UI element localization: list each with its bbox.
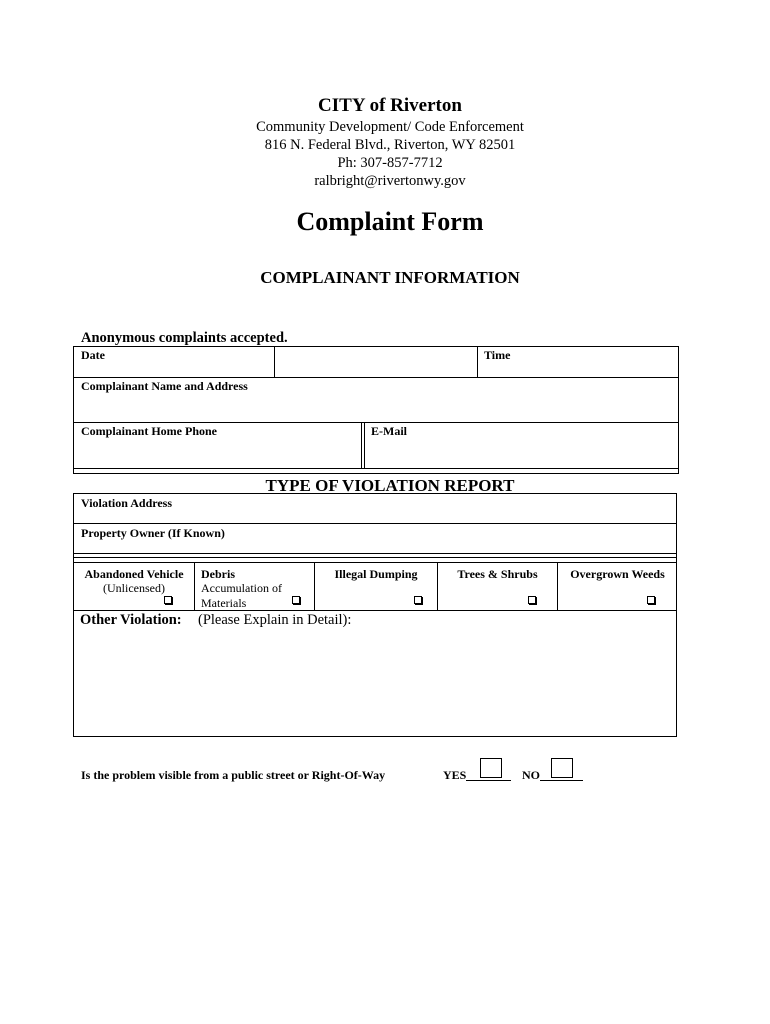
debris-sub1: Accumulation of — [201, 581, 282, 595]
email-field[interactable] — [366, 440, 677, 467]
complainant-section-title: COMPLAINANT INFORMATION — [260, 268, 520, 287]
violation-section-title: TYPE OF VIOLATION REPORT — [265, 476, 515, 495]
phone-line: Ph: 307-857-7712 — [337, 155, 443, 171]
home-phone-field[interactable] — [75, 440, 360, 467]
abandoned-vehicle-label: Abandoned Vehicle — [84, 567, 184, 581]
date-label: Date — [81, 348, 105, 362]
city-title: CITY of Riverton — [318, 95, 462, 116]
trees-shrubs-label: Trees & Shrubs — [457, 567, 538, 581]
trees-shrubs-checkbox[interactable] — [528, 596, 536, 604]
yes-label: YES — [443, 768, 467, 782]
visibility-question: Is the problem visible from a public street or Right-Of-Way — [81, 768, 386, 782]
email-label: E-Mail — [371, 424, 407, 438]
address-line: 816 N. Federal Blvd., Riverton, WY 82501 — [264, 137, 516, 153]
no-label: NO — [522, 768, 540, 782]
email-line: ralbright@rivertonwy.gov — [314, 173, 466, 189]
overgrown-weeds-label: Overgrown Weeds — [570, 567, 665, 581]
other-violation-label: Other Violation: — [80, 612, 182, 628]
no-checkbox[interactable] — [551, 758, 573, 778]
yes-checkbox[interactable] — [480, 758, 502, 778]
debris-sub2: Materials — [201, 596, 247, 610]
date-field[interactable] — [276, 348, 476, 376]
home-phone-label: Complainant Home Phone — [81, 424, 218, 438]
name-address-field[interactable] — [75, 394, 677, 421]
illegal-dumping-checkbox[interactable] — [414, 596, 422, 604]
overgrown-weeds-checkbox[interactable] — [647, 596, 655, 604]
property-owner-label: Property Owner (If Known) — [81, 526, 225, 540]
other-violation-hint: (Please Explain in Detail): — [198, 612, 352, 628]
time-label: Time — [484, 348, 511, 362]
violation-address-label: Violation Address — [81, 496, 173, 510]
violation-address-field[interactable] — [75, 510, 675, 522]
form-title: Complaint Form — [296, 207, 484, 236]
name-address-label: Complainant Name and Address — [81, 379, 248, 393]
abandoned-vehicle-sub: (Unlicensed) — [103, 581, 165, 595]
debris-label: Debris — [201, 567, 235, 581]
anonymous-note: Anonymous complaints accepted. — [81, 330, 288, 346]
property-owner-field[interactable] — [75, 540, 675, 552]
debris-checkbox[interactable] — [292, 596, 300, 604]
department-line: Community Development/ Code Enforcement — [256, 119, 524, 135]
other-violation-field[interactable] — [75, 632, 675, 735]
illegal-dumping-label: Illegal Dumping — [334, 567, 418, 581]
time-field[interactable] — [478, 362, 677, 376]
abandoned-vehicle-checkbox[interactable] — [164, 596, 172, 604]
